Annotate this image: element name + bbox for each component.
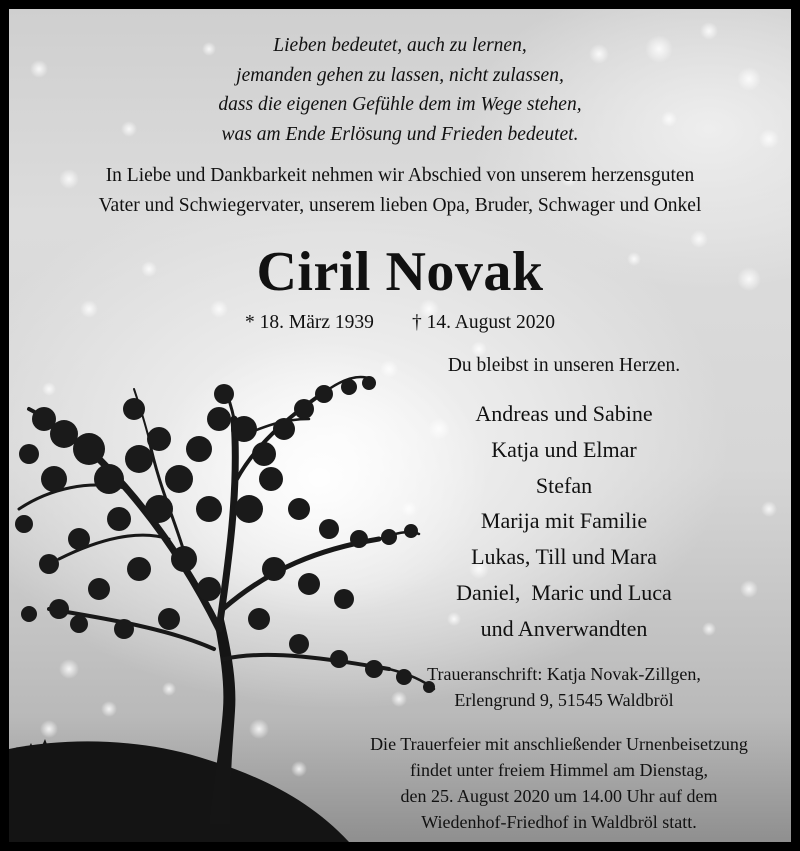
poem-line: was am Ende Erlösung und Frieden bedeutet. — [221, 123, 579, 145]
mourner-entry: Stefan — [535, 472, 593, 498]
death-date: † 14. August 2020 — [411, 312, 555, 333]
mourner-entry: und Anverwandten — [480, 615, 648, 641]
poem-line: dass die eigenen Gefühle dem im Wege stehen, — [218, 94, 582, 115]
mourner-entry: Daniel, Maric und Luca — [456, 579, 672, 605]
mourner-entry: Katja und Elmar — [491, 436, 637, 462]
address-line: Traueranschrift: Katja Novak-Zillgen, — [427, 664, 701, 684]
intro-line: Vater und Schwiegervater, unserem lieben Opa, Bruder, Schwager und Onkel — [98, 195, 702, 216]
funeral-line: den 25. August 2020 um 14.00 Uhr auf dem — [400, 786, 718, 806]
funeral-details — [309, 731, 800, 835]
mourners-list — [389, 396, 739, 647]
mourning-address — [389, 661, 739, 713]
motto: Du bleibst in unseren Herzen. — [447, 355, 681, 376]
mourner-entry: Marija mit Familie — [480, 508, 648, 534]
funeral-line: Wiedenhof-Friedhof in Waldbröl statt. — [421, 812, 697, 832]
address-line: Erlengrund 9, 51545 Waldbröl — [454, 690, 674, 710]
life-dates — [9, 309, 791, 337]
poem-verse — [9, 31, 791, 149]
intro-line: In Liebe und Dankbarkeit nehmen wir Abschied von unserem herzensguten — [105, 165, 695, 186]
funeral-line: Die Trauerfeier mit anschließender Urnenbeisetzung — [370, 734, 748, 754]
funeral-line: findet unter freiem Himmel am Dienstag, — [410, 760, 708, 780]
farewell-intro — [9, 161, 791, 221]
deceased-name: Ciril Novak — [256, 241, 544, 303]
mourner-entry: Lukas, Till und Mara — [471, 544, 657, 570]
poem-line: jemanden gehen zu lassen, nicht zulassen, — [236, 64, 564, 86]
mourner-entry: Andreas und Sabine — [475, 401, 653, 426]
birth-date: * 18. März 1939 — [245, 312, 374, 333]
poem-line: Lieben bedeutet, auch zu lernen, — [273, 35, 527, 56]
